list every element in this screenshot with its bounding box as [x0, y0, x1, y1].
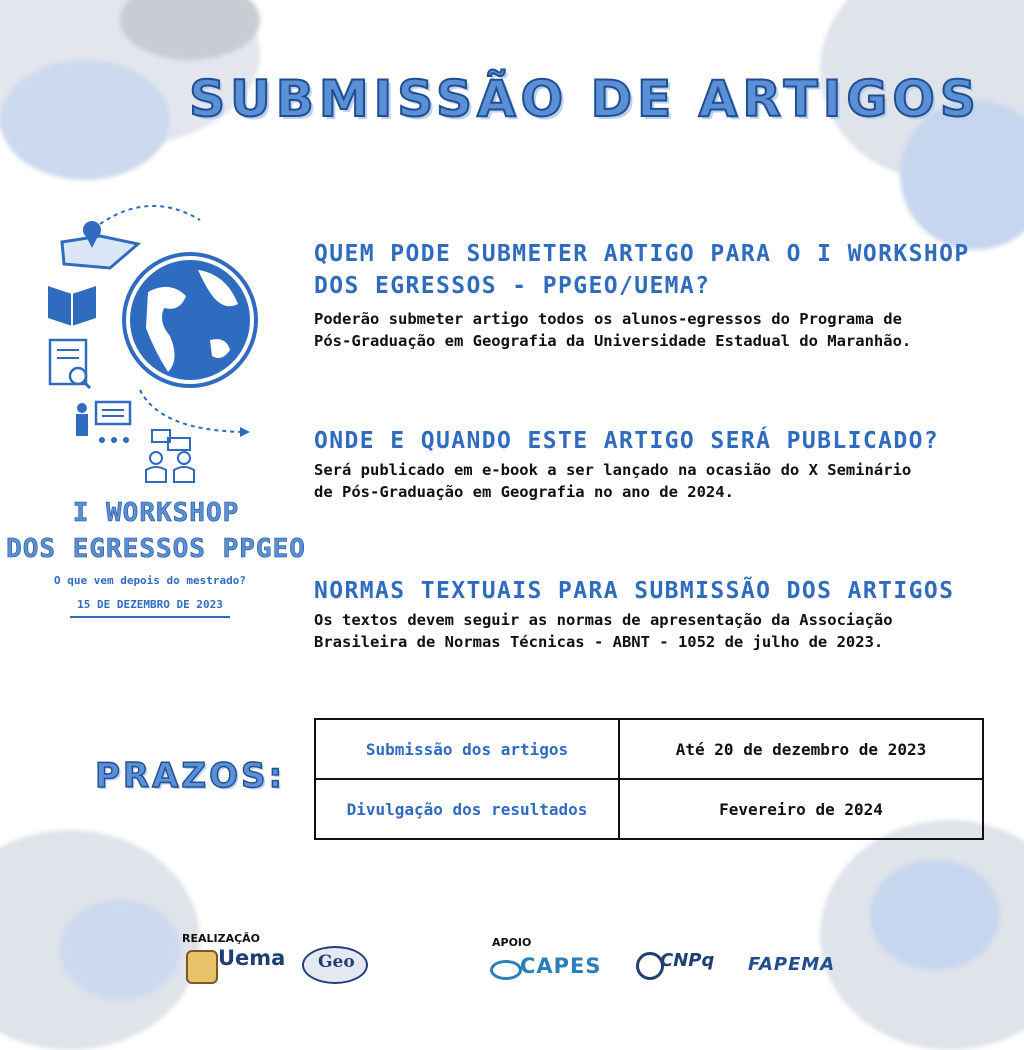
prazos-label: PRAZOS: [95, 756, 286, 796]
apoio-label: APOIO [492, 936, 532, 949]
workshop-date: 15 DE DEZEMBRO DE 2023 [77, 598, 223, 611]
workshop-title-line1: I WORKSHOP [72, 498, 240, 528]
workshop-illustration [30, 200, 270, 500]
question-heading: ONDE E QUANDO ESTE ARTIGO SERÁ PUBLICADO? [314, 428, 940, 454]
answer-text: Poderão submeter artigo todos os alunos-egressos do Programa de [314, 310, 902, 328]
answer-text: Pós-Graduação em Geografia da Universidade Estadual do Maranhão. [314, 332, 912, 350]
cnpq-logo: CNPq [660, 950, 715, 971]
table-row [315, 779, 983, 839]
deadline-item: Submissão dos artigos [315, 719, 619, 779]
answer-text: Brasileira de Normas Técnicas - ABNT - 1052 de julho de 2023. [314, 633, 884, 651]
ppgeo-logo-text: Geo [318, 952, 355, 972]
fapema-logo: FAPEMA [748, 954, 836, 975]
table-row [315, 719, 983, 779]
question-heading: DOS EGRESSOS - PPGEO/UEMA? [314, 273, 711, 299]
deadlines-table [314, 718, 984, 840]
page-title: SUBMISSÃO DE ARTIGOS [189, 70, 981, 128]
ppgeo-logo [302, 946, 368, 984]
date-underline [70, 616, 230, 618]
capes-eye-icon [490, 960, 522, 980]
question-heading: QUEM PODE SUBMETER ARTIGO PARA O I WORKSHOP [314, 241, 970, 267]
answer-text: Será publicado em e-book a ser lançado na ocasião do X Seminário [314, 461, 912, 479]
uema-logo: Uema [218, 946, 286, 970]
workshop-tagline: O que vem depois do mestrado? [53, 574, 247, 587]
deadline-item: Divulgação dos resultados [315, 779, 619, 839]
uema-seal-icon [186, 950, 218, 984]
deadline-date: Até 20 de dezembro de 2023 [619, 719, 983, 779]
chat-people-icon [146, 430, 194, 482]
document-search-icon [50, 340, 90, 388]
answer-text: Os textos devem seguir as normas de apresentação da Associação [314, 611, 893, 629]
deadline-date: Fevereiro de 2024 [619, 779, 983, 839]
dashed-arrow-icon [140, 390, 242, 432]
map-pin-icon [62, 221, 138, 268]
realizacao-label: REALIZAÇÃO [182, 932, 261, 945]
dashed-arrow-icon [100, 206, 200, 224]
capes-logo: CAPES [520, 954, 602, 978]
globe-icon [124, 254, 256, 386]
presenter-icon [76, 402, 130, 443]
question-heading: NORMAS TEXTUAIS PARA SUBMISSÃO DOS ARTIGOS [314, 578, 955, 604]
answer-text: de Pós-Graduação em Geografia no ano de 2024. [314, 483, 734, 501]
book-icon [48, 286, 96, 326]
workshop-title-line2: DOS EGRESSOS PPGEO [6, 534, 306, 564]
